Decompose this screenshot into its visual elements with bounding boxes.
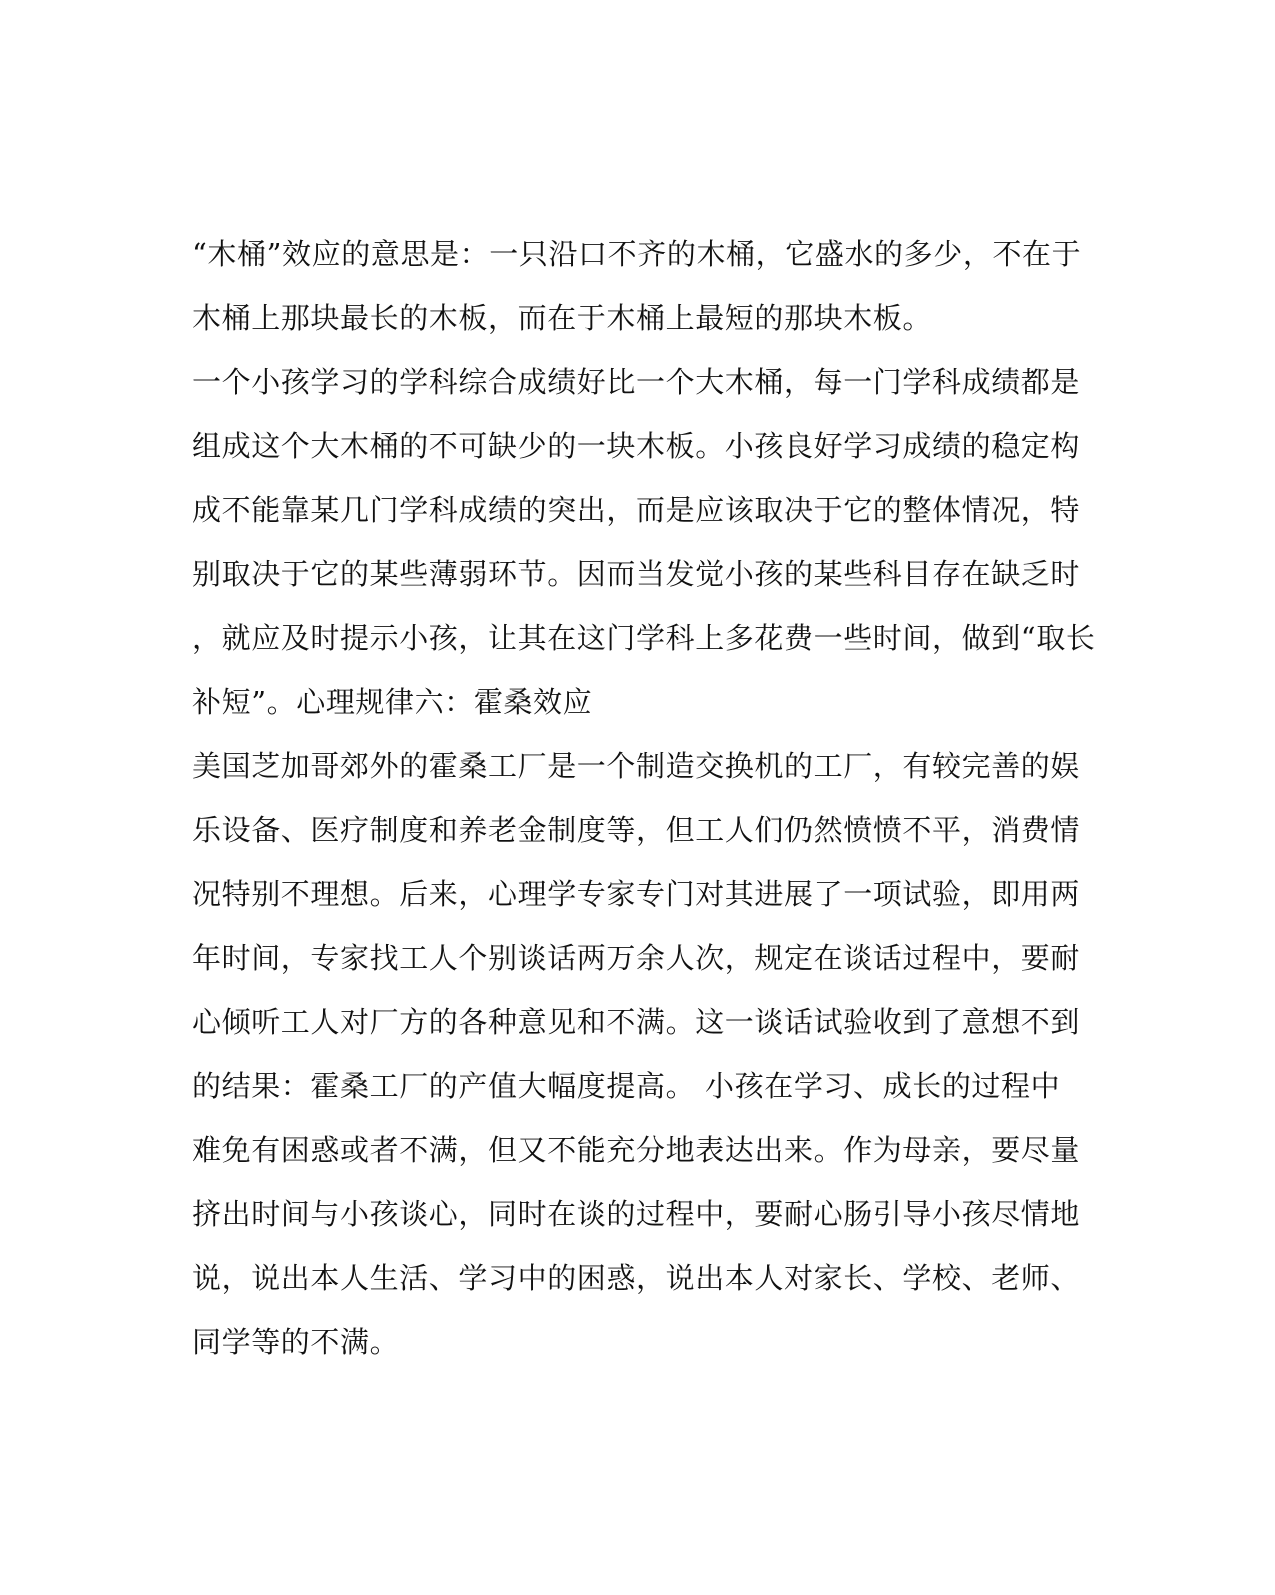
text-line: 难免有困惑或者不满，但又不能充分地表达出来。作为母亲，要尽量 [192, 1133, 1081, 1167]
text-line: “木桶”效应的意思是：一只沿口不齐的木桶，它盛水的多少，不在于 [192, 237, 1082, 271]
text-line: 美国芝加哥郊外的霍桑工厂是一个制造交换机的工厂，有较完善的娱 [192, 749, 1081, 783]
text-line: 成不能靠某几门学科成绩的突出，而是应该取决于它的整体情况，特 [192, 493, 1081, 527]
text-line: 挤出时间与小孩谈心，同时在谈的过程中，要耐心肠引导小孩尽情地 [192, 1197, 1081, 1231]
text-line: 况特别不理想。后来，心理学专家专门对其进展了一项试验，即用两 [192, 877, 1081, 911]
body-text [192, 222, 1096, 1374]
text-line: 年时间，专家找工人个别谈话两万余人次，规定在谈话过程中，要耐 [192, 941, 1081, 975]
text-line: 别取决于它的某些薄弱环节。因而当发觉小孩的某些科目存在缺乏时 [192, 557, 1081, 591]
text-line: ，就应及时提示小孩，让其在这门学科上多花费一些时间，做到“取长 [192, 621, 1096, 655]
text-line: 心倾听工人对厂方的各种意见和不满。这一谈话试验收到了意想不到 [192, 1005, 1081, 1039]
text-line: 乐设备、医疗制度和养老金制度等，但工人们仍然愤愤不平，消费情 [192, 813, 1081, 847]
text-line: 木桶上那块最长的木板，而在于木桶上最短的那块木板。 [192, 301, 933, 335]
text-line: 说，说出本人生活、学习中的困惑，说出本人对家长、学校、老师、 [192, 1261, 1081, 1295]
text-line: 一个小孩学习的学科综合成绩好比一个大木桶，每一门学科成绩都是 [192, 365, 1081, 399]
text-line: 的结果：霍桑工厂的产值大幅度提高。 小孩在学习、成长的过程中 [192, 1069, 1061, 1103]
text-line: 同学等的不满。 [192, 1325, 400, 1359]
text-line: 组成这个大木桶的不可缺少的一块木板。小孩良好学习成绩的稳定构 [192, 429, 1081, 463]
text-line: 补短”。心理规律六：霍桑效应 [192, 685, 593, 719]
